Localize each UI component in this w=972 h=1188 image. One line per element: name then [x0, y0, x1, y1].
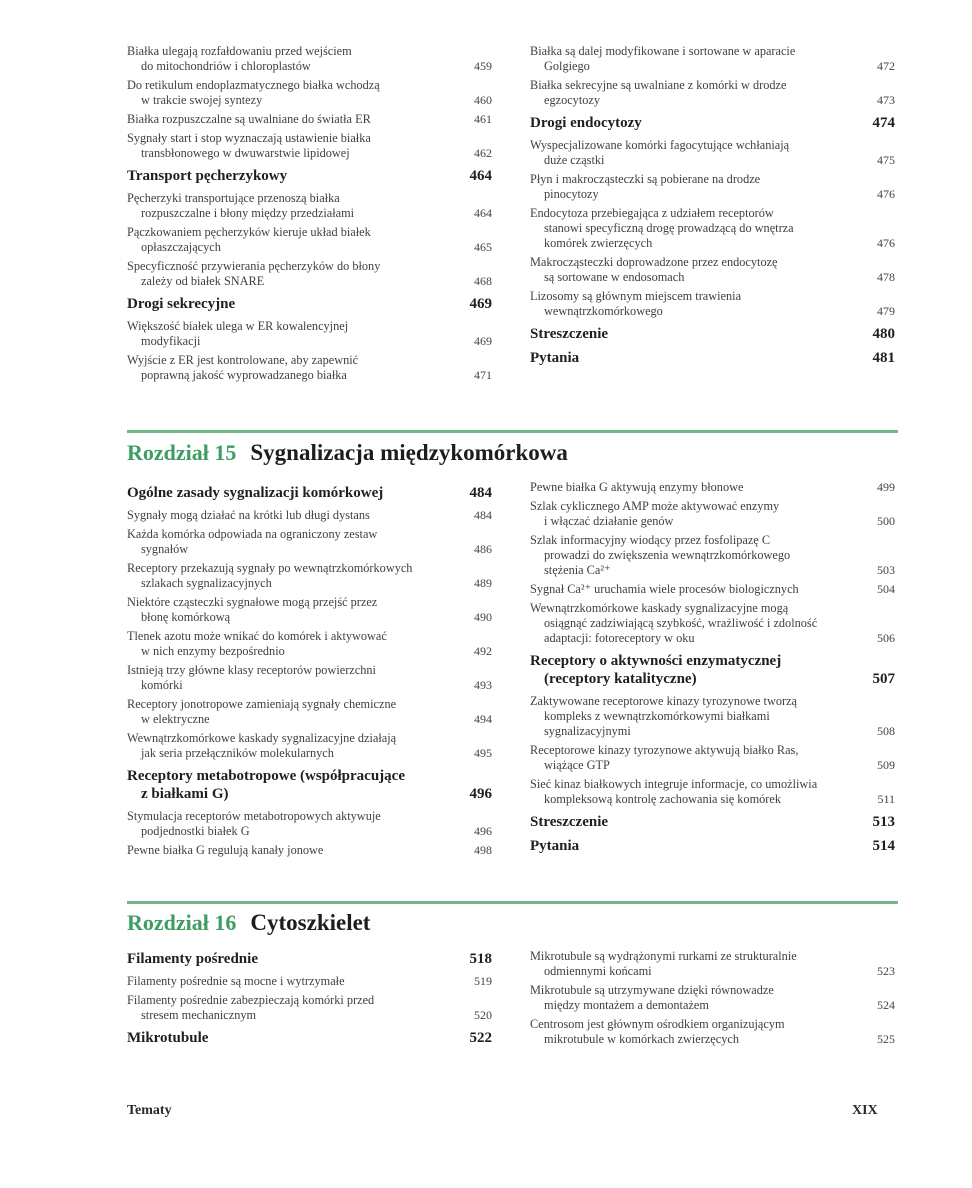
toc-page-number: 499 [877, 480, 895, 494]
toc-entry-title [127, 167, 492, 185]
toc-entry-line: Pączkowaniem pęcherzyków kieruje układ białek [127, 225, 371, 239]
toc-page-number: 496 [469, 786, 492, 802]
toc-entry [530, 694, 895, 739]
toc-page-number: 469 [474, 334, 492, 348]
toc-entry [127, 259, 492, 289]
toc-entry-line: Zaktywowane receptorowe kinazy tyrozynowe tworzą [530, 694, 798, 708]
toc-entry-line: Sygnały mogą działać na krótki lub długi dystans [127, 508, 370, 522]
toc-entry-title [127, 131, 492, 161]
toc-entry-line: egzocytozy [544, 93, 600, 107]
toc-entry [530, 78, 895, 108]
toc-entry-line: są sortowane w endosomach [544, 270, 685, 284]
toc-entry [127, 731, 492, 761]
toc-entry-line: Drogi endocytozy [530, 115, 642, 131]
toc-entry-line: Streszczenie [530, 326, 609, 342]
toc-entry-line: odmiennymi końcami [544, 964, 652, 978]
toc-entry-title [530, 289, 895, 319]
footer-section-label: Tematy [127, 1103, 172, 1118]
toc-entry-line: transbłonowego w dwuwarstwie lipidowej [141, 146, 350, 160]
toc-entry [530, 1017, 895, 1047]
toc-entry-line: Mikrotubule są utrzymywane dzięki równowadze [530, 983, 774, 997]
scan-shadow-left [0, 0, 100, 1160]
toc-entry-title [127, 78, 492, 108]
toc-entry-line: z białkami G) [141, 786, 229, 802]
toc-section-heading [127, 767, 492, 803]
toc-entry [127, 131, 492, 161]
toc-entry-title [127, 809, 492, 839]
toc-entry-line: rozpuszczalne i błony między przedziałami [141, 206, 355, 220]
toc-entry [530, 533, 895, 578]
toc-page-number: 468 [474, 274, 492, 288]
toc-entry-line: Szlak cyklicznego AMP może aktywować enzymy [530, 499, 780, 513]
toc-page-number: 524 [877, 998, 895, 1012]
toc-entry-title [530, 499, 895, 529]
toc-entry-line: w trakcie swojej syntezy [141, 93, 263, 107]
toc-entry-line: Lizosomy są głównym miejscem trawienia [530, 289, 742, 303]
toc-page-number: 464 [469, 168, 492, 184]
toc-entry-line: Płyn i makrocząsteczki są pobierane na drodze [530, 172, 761, 186]
toc-entry-line: Ogólne zasady sygnalizacji komórkowej [127, 485, 384, 501]
toc-page-number: 522 [469, 1030, 492, 1046]
toc-entry [530, 949, 895, 979]
toc-entry-title [530, 652, 895, 688]
toc-entry [127, 561, 492, 591]
toc-entry-line: Mikrotubule [127, 1030, 209, 1046]
toc-entry-line: Golgiego [544, 59, 590, 73]
toc-entry-line: Białka rozpuszczalne są uwalniane do światła ER [127, 112, 371, 126]
toc-entry-line: (receptory katalityczne) [544, 671, 697, 687]
toc-entry-title [530, 114, 895, 132]
toc-page-number: 476 [877, 236, 895, 250]
toc-entry-line: adaptacji: fotoreceptory w oku [544, 631, 695, 645]
toc-entry-line: podjednostki białek G [141, 824, 250, 838]
toc-entry-line: między montażem a demontażem [544, 998, 709, 1012]
toc-entry-title [530, 582, 895, 597]
toc-entry-title [127, 663, 492, 693]
toc-entry-line: stanowi specyficzną drogę prowadzącą do wnętrza [544, 221, 794, 235]
toc-entry-line: Centrosom jest głównym ośrodkiem organizującym [530, 1017, 785, 1031]
toc-entry-line: Sieć kinaz białkowych integruje informacje, co umożliwia [530, 777, 818, 791]
toc-entry-title [530, 837, 895, 855]
toc-page-number: 498 [474, 843, 492, 857]
toc-entry-title [127, 484, 492, 502]
toc-page-number: 525 [877, 1032, 895, 1046]
toc-page-number: 500 [877, 514, 895, 528]
toc-entry-title [127, 731, 492, 761]
toc-entry [530, 777, 895, 807]
toc-page-number: 509 [877, 758, 895, 772]
scan-shadow-bottom [100, 1150, 972, 1188]
toc-page-number: 459 [474, 59, 492, 73]
toc-entry-title [127, 1029, 492, 1047]
toc-entry-title [127, 225, 492, 255]
chapter-16-title: Cytoszkielet [250, 910, 371, 935]
toc-entry-line: sygnalizacyjnymi [544, 724, 631, 738]
toc-entry [530, 255, 895, 285]
toc-page-number: 469 [469, 296, 492, 312]
toc-page-number: 513 [872, 814, 895, 830]
toc-entry-title [530, 44, 895, 74]
toc-entry-line: szlakach sygnalizacyjnych [141, 576, 272, 590]
toc-entry [530, 172, 895, 202]
toc-entry-line: Pewne białka G aktywują enzymy błonowe [530, 480, 744, 494]
chapter-15-heading [127, 440, 568, 466]
toc-column-ch16-left [127, 944, 492, 1053]
toc-entry-title [127, 993, 492, 1023]
toc-entry-line: Szlak informacyjny wiodący przez fosfolipazę C [530, 533, 771, 547]
toc-entry-line: jak seria przełączników molekularnych [141, 746, 334, 760]
toc-entry-line: Wewnątrzkomórkowe kaskady sygnalizacyjne działają [127, 731, 397, 745]
toc-entry [127, 629, 492, 659]
chapter-15-rule [127, 430, 898, 433]
toc-entry-title [530, 949, 895, 979]
toc-entry [530, 289, 895, 319]
toc-page-number: 514 [872, 838, 895, 854]
toc-entry [127, 319, 492, 349]
toc-page-number: 473 [877, 93, 895, 107]
toc-entry-title [530, 813, 895, 831]
toc-entry-line: Tlenek azotu może wnikać do komórek i aktywować [127, 629, 387, 643]
toc-entry [530, 601, 895, 646]
toc-entry-line: kompleks z wewnątrzkomórkowymi białkami [544, 709, 770, 723]
toc-entry-title [127, 319, 492, 349]
toc-entry-line: opłaszczających [141, 240, 221, 254]
toc-page-number: 493 [474, 678, 492, 692]
toc-entry [127, 993, 492, 1023]
toc-entry-title [530, 255, 895, 285]
toc-entry-title [530, 983, 895, 1013]
toc-entry-title [127, 561, 492, 591]
toc-entry [127, 191, 492, 221]
toc-entry-line: Filamenty pośrednie zabezpieczają komórki przed [127, 993, 375, 1007]
toc-entry-title [530, 325, 895, 343]
toc-page-number: 495 [474, 746, 492, 760]
toc-entry-line: Endocytoza przebiegająca z udziałem receptorów [530, 206, 774, 220]
toc-page-number: 490 [474, 610, 492, 624]
toc-page-number: 496 [474, 824, 492, 838]
toc-page-number: 460 [474, 93, 492, 107]
toc-page-number: 508 [877, 724, 895, 738]
toc-entry-line: Wewnątrzkomórkowe kaskady sygnalizacyjne mogą [530, 601, 789, 615]
toc-entry-line: wewnątrzkomórkowego [544, 304, 663, 318]
toc-page-number: 478 [877, 270, 895, 284]
toc-entry-line: komórek zwierzęcych [544, 236, 653, 250]
toc-entry [530, 480, 895, 495]
toc-entry-line: Istnieją trzy główne klasy receptorów powierzchni [127, 663, 376, 677]
toc-section-heading [127, 484, 492, 502]
toc-entry-line: Transport pęcherzykowy [127, 168, 288, 184]
toc-page-number: 481 [872, 350, 895, 366]
toc-entry-line: Sygnały start i stop wyznaczają ustawienie białka [127, 131, 371, 145]
toc-entry-line: stresem mechanicznym [141, 1008, 257, 1022]
toc-entry-title [530, 1017, 895, 1047]
toc-entry-line: Filamenty pośrednie są mocne i wytrzymałe [127, 974, 345, 988]
toc-entry-title [127, 629, 492, 659]
toc-entry-line: mikrotubule w komórkach zwierzęcych [544, 1032, 739, 1046]
toc-entry-title [530, 694, 895, 739]
chapter-15-number: Rozdział 15 [127, 440, 237, 465]
toc-entry-line: w elektryczne [141, 712, 210, 726]
toc-entry-line: Białka są dalej modyfikowane i sortowane w aparacie [530, 44, 796, 58]
toc-entry-title [127, 353, 492, 383]
toc-section-heading [530, 325, 895, 343]
toc-entry [530, 582, 895, 597]
toc-entry-line: do mitochondriów i chloroplastów [141, 59, 311, 73]
toc-entry [127, 974, 492, 989]
toc-page-number: 480 [872, 326, 895, 342]
toc-entry [127, 527, 492, 557]
toc-page-number: 462 [474, 146, 492, 160]
toc-page-number: 486 [474, 542, 492, 556]
toc-column-ch16-right [530, 949, 895, 1051]
toc-section-heading [530, 652, 895, 688]
toc-entry [127, 112, 492, 127]
toc-entry-title [127, 974, 492, 989]
toc-page-number: 489 [474, 576, 492, 590]
toc-entry-line: Pęcherzyki transportujące przenoszą białka [127, 191, 340, 205]
toc-entry-line: komórki [141, 678, 183, 692]
toc-entry [530, 206, 895, 251]
toc-entry-line: Pewne białka G regulują kanały jonowe [127, 843, 324, 857]
toc-entry-line: Białka ulegają rozfałdowaniu przed wejściem [127, 44, 352, 58]
toc-page-number: 476 [877, 187, 895, 201]
toc-column-ch15-left [127, 478, 492, 862]
toc-entry-title [530, 206, 895, 251]
toc-entry-title [530, 533, 895, 578]
toc-entry [530, 138, 895, 168]
toc-entry-line: Drogi sekrecyjne [127, 296, 236, 312]
toc-page-number: 465 [474, 240, 492, 254]
toc-entry-line: Wyjście z ER jest kontrolowane, aby zapewnić [127, 353, 359, 367]
toc-section-heading [127, 295, 492, 313]
toc-page-number: 504 [877, 582, 895, 596]
toc-entry [127, 353, 492, 383]
toc-entry [530, 983, 895, 1013]
toc-page-number: 494 [474, 712, 492, 726]
toc-entry-title [127, 44, 492, 74]
toc-section-heading [530, 114, 895, 132]
toc-entry-line: Receptory metabotropowe (współpracujące [127, 768, 405, 784]
toc-entry-title [127, 950, 492, 968]
toc-page-number: 474 [872, 115, 895, 131]
toc-page-number: 492 [474, 644, 492, 658]
toc-entry-title [127, 295, 492, 313]
toc-page-number: 520 [474, 1008, 492, 1022]
toc-entry-line: Niektóre cząsteczki sygnałowe mogą przejść przez [127, 595, 378, 609]
toc-page-number: 518 [469, 951, 492, 967]
toc-entry-title [127, 191, 492, 221]
toc-entry-line: i włączać działanie genów [544, 514, 674, 528]
toc-entry-line: sygnałów [141, 542, 189, 556]
toc-entry-line: Każda komórka odpowiada na ograniczony zestaw [127, 527, 378, 541]
toc-entry-line: zależy od białek SNARE [141, 274, 265, 288]
toc-column-top-left [127, 44, 492, 387]
toc-page-number: 484 [474, 508, 492, 522]
toc-entry [127, 508, 492, 523]
toc-entry-line: Specyficzność przywierania pęcherzyków do błony [127, 259, 381, 273]
toc-entry-title [530, 777, 895, 807]
toc-page-number: 511 [877, 792, 895, 806]
chapter-16-number: Rozdział 16 [127, 910, 237, 935]
toc-entry-line: Receptory o aktywności enzymatycznej [530, 653, 782, 669]
toc-entry-title [530, 138, 895, 168]
toc-page-number: 479 [877, 304, 895, 318]
toc-entry-title [127, 595, 492, 625]
toc-entry-line: Filamenty pośrednie [127, 951, 258, 967]
toc-page-number: 519 [474, 974, 492, 988]
toc-entry-title [127, 767, 492, 803]
toc-entry-line: Receptory jonotropowe zamieniają sygnały chemiczne [127, 697, 397, 711]
toc-section-heading [530, 349, 895, 367]
toc-page-number: 464 [474, 206, 492, 220]
toc-entry [127, 595, 492, 625]
toc-entry-line: błonę komórkową [141, 610, 231, 624]
toc-entry-line: stężenia Ca²⁺ [544, 563, 611, 577]
toc-entry [127, 809, 492, 839]
toc-column-ch15-right [530, 480, 895, 861]
toc-entry-title [530, 172, 895, 202]
toc-entry-title [530, 78, 895, 108]
toc-page-number: 472 [877, 59, 895, 73]
toc-entry-title [127, 508, 492, 523]
toc-entry-line: poprawną jakość wyprowadzanego białka [141, 368, 347, 382]
toc-entry-title [530, 480, 895, 495]
toc-entry-line: Streszczenie [530, 814, 609, 830]
toc-entry-line: Do retikulum endoplazmatycznego białka wchodzą [127, 78, 380, 92]
footer-page-number: XIX [852, 1103, 878, 1118]
toc-entry-line: Mikrotubule są wydrążonymi rurkami ze strukturalnie [530, 949, 797, 963]
toc-entry-line: duże cząstki [544, 153, 605, 167]
toc-entry [127, 78, 492, 108]
toc-entry [530, 499, 895, 529]
toc-page-number: 475 [877, 153, 895, 167]
toc-entry [127, 44, 492, 74]
toc-entry-line: w nich enzymy bezpośrednio [141, 644, 285, 658]
toc-entry-line: wiążące GTP [544, 758, 610, 772]
toc-entry [530, 44, 895, 74]
toc-page-number: 484 [469, 485, 492, 501]
toc-entry-line: Pytania [530, 350, 580, 366]
toc-entry-title [127, 259, 492, 289]
toc-page-number: 506 [877, 631, 895, 645]
toc-entry-line: modyfikacji [141, 334, 201, 348]
toc-entry [127, 697, 492, 727]
toc-entry-line: Receptorowe kinazy tyrozynowe aktywują białko Ras, [530, 743, 799, 757]
chapter-15-title: Sygnalizacja międzykomórkowa [250, 440, 568, 465]
toc-entry-title [127, 527, 492, 557]
toc-section-heading [127, 167, 492, 185]
toc-section-heading [127, 950, 492, 968]
toc-entry-line: pinocytozy [544, 187, 599, 201]
toc-entry-line: Wyspecjalizowane komórki fagocytujące wchłaniają [530, 138, 790, 152]
toc-section-heading [530, 813, 895, 831]
toc-entry-title [530, 601, 895, 646]
toc-entry-line: Większość białek ulega w ER kowalencyjnej [127, 319, 349, 333]
toc-page-number: 523 [877, 964, 895, 978]
toc-entry [127, 225, 492, 255]
toc-entry-line: Pytania [530, 838, 580, 854]
toc-entry-title [127, 697, 492, 727]
toc-entry-title [127, 112, 492, 127]
toc-section-heading [530, 837, 895, 855]
chapter-16-rule [127, 901, 898, 904]
toc-entry-line: Receptory przekazują sygnały po wewnątrzkomórkowych [127, 561, 413, 575]
toc-entry-line: prowadzi do zwiększenia wewnątrzkomórkowego [544, 548, 791, 562]
toc-entry-line: Stymulacja receptorów metabotropowych aktywuje [127, 809, 381, 823]
toc-entry-title [530, 743, 895, 773]
toc-entry-line: osiągnąć zadziwiającą szybkość, wrażliwość i zdolność [544, 616, 818, 630]
toc-page-number: 507 [872, 671, 895, 687]
chapter-16-heading [127, 910, 370, 936]
toc-entry-line: kompleksową kontrolę zachowania się komórek [544, 792, 781, 806]
toc-entry-title [127, 843, 492, 858]
toc-column-top-right [530, 44, 895, 373]
toc-entry [127, 663, 492, 693]
toc-entry [127, 843, 492, 858]
toc-entry-line: Sygnał Ca²⁺ uruchamia wiele procesów biologicznych [530, 582, 799, 596]
toc-entry-line: Białka sekrecyjne są uwalniane z komórki w drodze [530, 78, 787, 92]
toc-section-heading [127, 1029, 492, 1047]
toc-page-number: 471 [474, 368, 492, 382]
toc-page-number: 503 [877, 563, 895, 577]
toc-entry-title [530, 349, 895, 367]
toc-page-number: 461 [474, 112, 492, 126]
toc-entry-line: Makrocząsteczki doprowadzone przez endocytozę [530, 255, 778, 269]
toc-entry [530, 743, 895, 773]
